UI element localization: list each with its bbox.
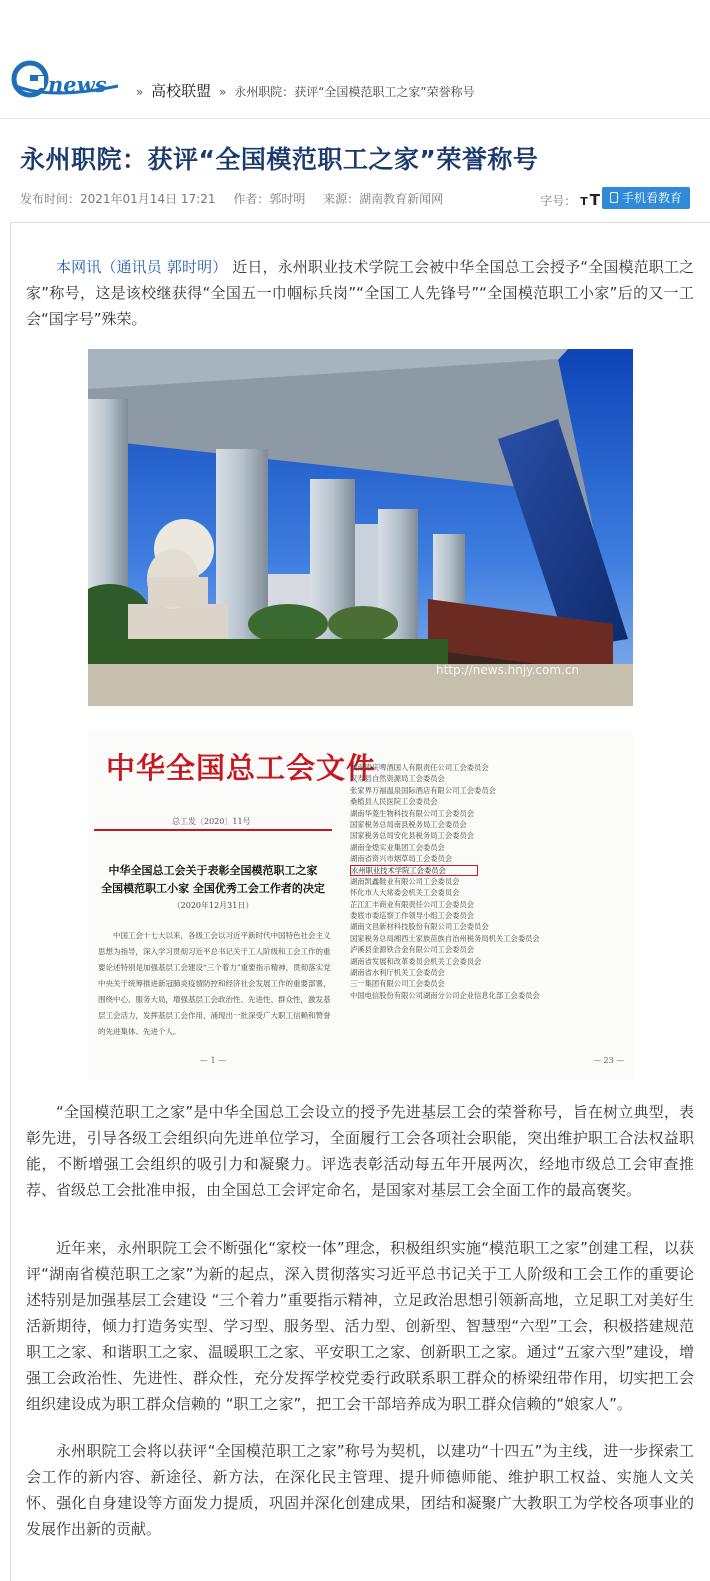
font-size-control bbox=[540, 191, 600, 209]
honoree-list-item: 张家界万福温泉国际酒店有限公司工会委员会 bbox=[350, 785, 496, 795]
breadcrumb-separator: » bbox=[136, 85, 144, 99]
honoree-list-item: 汉寿县自然资源局工会委员会 bbox=[350, 774, 445, 784]
honoree-list-item: 中国电信股份有限公司湖南分公司企业信息化部工会委员会 bbox=[350, 990, 540, 1000]
lead-text: 近日，永州职业技术学院工会被中华全国总工会授予“全国模范职工之家”称号，这是该校继获得“全国五一巾帼标兵岗”“全国工人先锋号”“全国模范职工小家”后的又一工会“国字号”殊荣。 bbox=[26, 258, 694, 328]
article-paragraph: “全国模范职工之家”是中华全国总工会设立的授予先进基层工会的荣誉称号，旨在树立典型，表彰先进，引导各级工会组织向先进单位学习，全面履行工会各项社会职能，突出维护职工合法权益职能，不断增强工会组织的吸引力和凝聚力。评选表彰活动每五年开展两次，经地市级总工会审查推荐、省级总工会批准申报，由全国总工会评定命名，是国家对基层工会全面工作的最高褒奖。 bbox=[26, 1103, 694, 1199]
honoree-list-item: 国家税务总局南县税务局工会委员会 bbox=[350, 819, 467, 829]
article-paragraph: 永州职院工会将以获评“全国模范职工之家”称号为契机，以建功“十四五”为主线，进一步探索工会工作的新内容、新途径、新方法，在深化民主管理、提升师德师能、维护职工权益、实施人文关怀、强化自身建设等方面发力提质，巩固并深化创建成果，团结和凝聚广大教职工为学校各项事业的发展作出新的贡献。 bbox=[26, 1442, 694, 1538]
document-red-rule bbox=[94, 829, 332, 831]
author: 作者：郭时明 bbox=[233, 192, 306, 206]
document-number: 总工发〔2020〕11号 bbox=[172, 817, 251, 826]
gnews-logo[interactable] bbox=[10, 56, 122, 100]
source: 来源：湖南教育新闻网 bbox=[323, 192, 444, 206]
honoree-list-item: 湖南金煌实业集团工会委员会 bbox=[350, 842, 445, 852]
honoree-list-item: 湖南凯鑫鞋业有限公司工会委员会 bbox=[350, 876, 460, 886]
honoree-list-item: 湖南索庆啤酒国人有限责任公司工会委员会 bbox=[350, 763, 489, 772]
honoree-list-item: 娄底市委巡察工作领导小组工会委员会 bbox=[350, 911, 475, 921]
document-title: 中华全国总工会文件 bbox=[106, 751, 377, 785]
font-large-button[interactable]: T bbox=[589, 191, 600, 209]
honoree-list-item: 芷江汇丰商业有限责任公司工会委员会 bbox=[350, 899, 475, 909]
breadcrumb-section-link[interactable]: 高校联盟 bbox=[151, 82, 212, 100]
campus-gate-photo bbox=[88, 349, 633, 706]
honoree-list-item: 湖南省水利厅机关工会委员会 bbox=[350, 968, 445, 978]
breadcrumb-separator: » bbox=[219, 85, 227, 99]
honoree-list bbox=[350, 762, 630, 1001]
breadcrumb bbox=[132, 80, 475, 101]
article-paragraph: 近年来，永州职院工会不断强化“家校一体”理念，积极组织实施“模范职工之家”创建工程，以获评“湖南省模范职工之家”为新的起点，深入贯彻落实习近平总书记关于工人阶级和工会工作的重要论述特别是加强基层工会建设 “三个着力”重要指示精神，立足政治思想引领新高地，立足职工对美好生活新期待，倾力打造务实型、学习型、服务型、活力型、创新型、智慧型“六型”工会，积极搭建规范职工之家、和谐职工之家、温暖职工之家、平安职工之家、创新职工之家。通过“五家六型”建设，增强工会政治性、先进性、群众性，充分发挥学校党委行政联系职工群众的桥梁纽带作用，切实把工会组织建设成为职工群众信赖的 “职工之家”，把工会干部培养成为职工群众信赖的“娘家人”。 bbox=[26, 1239, 694, 1413]
honoree-list-item: 国家税务总局安化县税务局工会委员会 bbox=[350, 831, 475, 841]
document-body-text: 中国工会十七大以来，各级工会以习近平新时代中国特色社会主义思想为指导，深入学习贯彻习近平总书记关于工人阶级和工会工作的重要论述特别是加强基层工会建设“三个着力”重要指示精神，贯彻落实党中央关于统筹推进新冠肺炎疫情防控和经济社会发展工作的重要部署，围绕中心、服务大局，增强基层工会政治性、先进性、群众性，激发基层工会活力，发挥基层工会作用，涌现出一批深受广大职工信赖和赞誉的先进集体、先进个人。 bbox=[98, 931, 331, 1036]
article-title: 永州职院：获评“全国模范职工之家”荣誉称号 bbox=[20, 145, 539, 174]
honoree-list-item-highlighted: 永州职业技术学院工会委员会 bbox=[350, 865, 478, 876]
article-meta bbox=[20, 190, 700, 210]
honoree-list-item: 泸溪县金源铁合金有限公司工会委员会 bbox=[350, 945, 475, 955]
publish-time: 发布时间：2021年01月14日 17:21 bbox=[20, 192, 216, 206]
font-size-label: 字号： bbox=[540, 194, 577, 208]
honoree-list-item: 国家税务总局湘西土家族苗族自治州税务局机关工会委员会 bbox=[350, 933, 540, 943]
document-page-number-right: — 23 — bbox=[593, 1056, 625, 1065]
document-heading-line2: 全国模范职工小家 全国优秀工会工作者的决定 bbox=[101, 882, 325, 895]
honoree-list-item: 怀化市人大常委会机关工会委员会 bbox=[350, 888, 460, 898]
honoree-list-item: 湖南华菱生物科技有限公司工会委员会 bbox=[350, 808, 475, 818]
mobile-view-button[interactable] bbox=[602, 187, 690, 209]
honoree-list-item: 三一集团有限公司工会委员会 bbox=[350, 979, 445, 989]
honoree-list-item: 湖南文昌新材科技股份有限公司工会委员会 bbox=[350, 922, 489, 932]
header-divider bbox=[0, 118, 710, 119]
font-small-button[interactable]: T bbox=[580, 195, 588, 208]
breadcrumb-current: 永州职院：获评“全国模范职工之家”荣誉称号 bbox=[234, 85, 475, 99]
logo-text: news bbox=[48, 72, 107, 97]
photo-watermark: http://news.hnjy.com.cn bbox=[436, 663, 580, 677]
honoree-list-item: 湖南省资兴市烟草局工会委员会 bbox=[350, 854, 453, 864]
acftu-document-image bbox=[88, 730, 633, 1080]
phone-icon bbox=[610, 192, 618, 203]
document-heading-line1: 中华全国总工会关于表彰全国模范职工之家 bbox=[108, 864, 318, 877]
document-date: （2020年12月31日） bbox=[172, 901, 254, 910]
lead-paragraph bbox=[26, 254, 694, 332]
document-page-number-left: — 1 — bbox=[199, 1056, 227, 1065]
honoree-list-item: 湖南省发展和改革委员会机关工会委员会 bbox=[350, 956, 482, 966]
byline: 本网讯（通讯员 郭时明） bbox=[56, 258, 228, 276]
mobile-view-label: 手机看教育 bbox=[621, 191, 682, 205]
site-header bbox=[0, 52, 710, 104]
honoree-list-item: 桑植县人民医院工会委员会 bbox=[350, 797, 438, 807]
